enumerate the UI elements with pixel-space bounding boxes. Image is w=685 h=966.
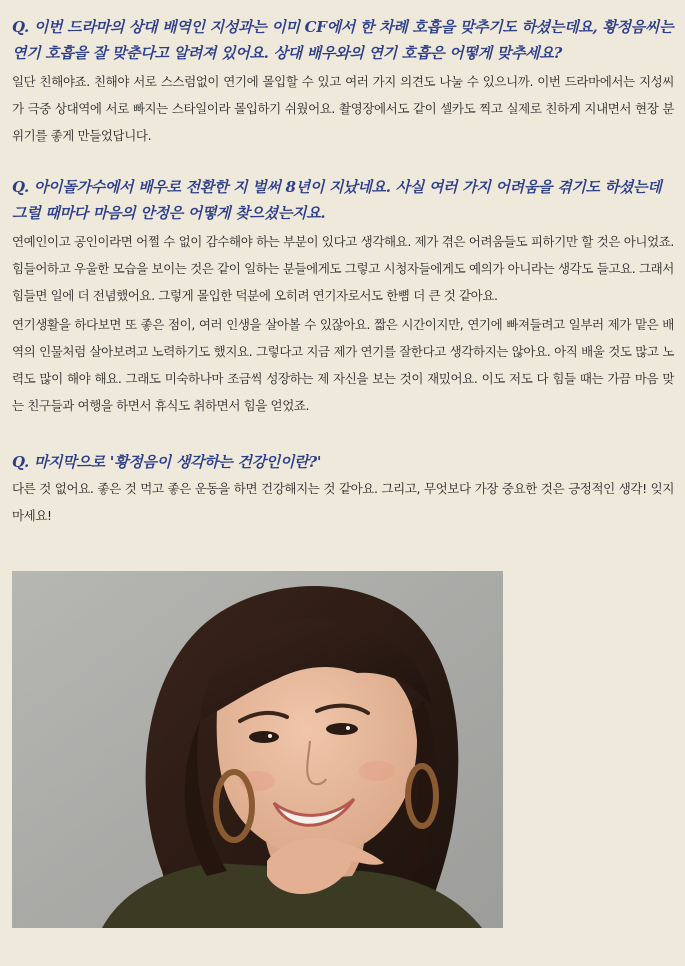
answer-3-paragraph-1: 다른 것 없어요. 좋은 것 먹고 좋은 운동을 하면 건강해지는 것 같아요. 그리고, 무엇보다 가장 중요한 것은 긍정적인 생각! 잊지 마세요!: [12, 481, 674, 523]
eye-right: [326, 723, 358, 735]
answer-2-paragraph-1: 연예인이고 공인이라면 어쩔 수 없이 감수해야 하는 부분이 있다고 생각해요. 제가 겪은 어려움들도 피하기만 할 것은 아니었죠. 힘들어하고 우울한 모습을 보이는 것은 같이 일하는 분들에게도 그렇고 시청자들에게도 예의가 아니라는 생각도 들고요. 그래서 힘들면 일에 더 전념했어요. 그렇게 몰입한 덕분에 오히려 연기자로서도 한뼘 더 큰 것 같아요.: [12, 234, 674, 303]
portrait-photo: [12, 571, 503, 928]
qa-block-1: [12, 14, 674, 149]
answer-2-paragraph-2: 연기생활을 하다보면 또 좋은 점이, 여러 인생을 살아볼 수 있잖아요. 짧은 시간이지만, 연기에 빠져들려고 일부러 제가 맡은 배역의 인물처럼 살아보려고 노력하기도 했지요. 그렇다고 지금 제가 연기를 잘한다고 생각하지는 않아요. 아직 배울 것도 많고 노력도 많이 해야 해요. 그래도 미숙하나마 조금씩 성장하는 제 자신을 보는 것이 재밌어요. 이도 저도 다 힘들 때는 가끔 마음 맞는 친구들과 여행을 하면서 휴식도 취하면서 힘을 얻었죠.: [12, 317, 674, 413]
question-2: Q. 아이돌가수에서 배우로 전환한 지 벌써 8년이 지났네요. 사실 여러 가지 어려움을 겪기도 하셨는데 그럴 때마다 마음의 안정은 어떻게 찾으셨는지요.: [12, 178, 662, 222]
portrait-illustration: [12, 571, 503, 928]
answer-1-paragraph-1: 일단 친해야죠. 친해야 서로 스스럼없이 연기에 몰입할 수 있고 여러 가지 의견도 나눌 수 있으니까. 이번 드라마에서는 지성씨가 극중 상대역에 서로 빠지는 스타일이라 몰입하기 쉬웠어요. 촬영장에서도 같이 셀카도 찍고 실제로 친하게 지내면서 현장 분위기를 좋게 만들었답니다.: [12, 74, 674, 143]
qa-block-2: [12, 174, 674, 419]
interview-article: [12, 14, 674, 529]
question-1: Q. 이번 드라마의 상대 배역인 지성과는 이미 CF에서 한 차례 호흡을 맞추기도 하셨는데요, 황정음씨는 연기 호흡을 잘 맞춘다고 알려져 있어요. 상대 배우와의 연기 호흡은 어떻게 맞추세요?: [12, 18, 674, 62]
question-3: Q. 마지막으로 '황정음이 생각하는 건강인이란?': [12, 453, 322, 471]
qa-block-3: [12, 449, 674, 529]
eye-left: [249, 731, 279, 743]
